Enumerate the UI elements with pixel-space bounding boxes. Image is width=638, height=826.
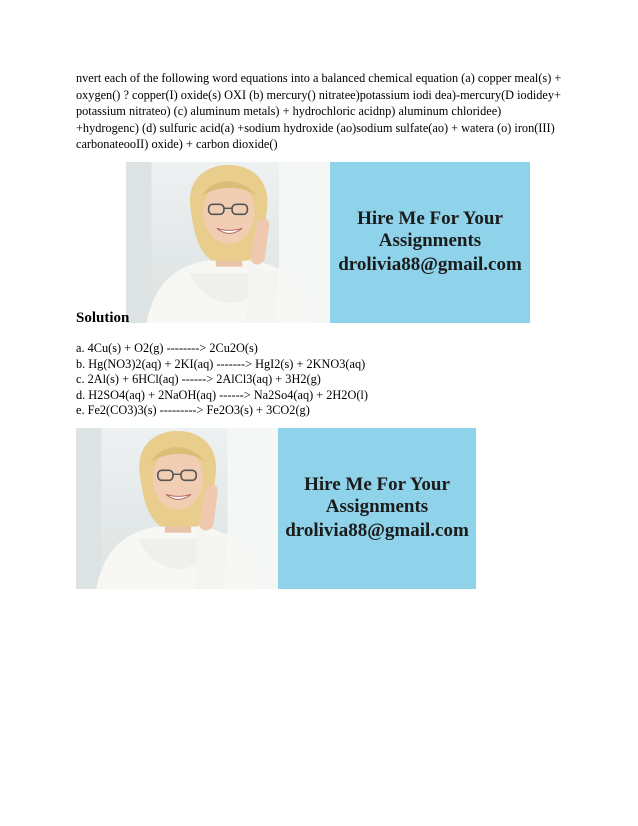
solution-item: e. Fe2(CO3)3(s) ---------> Fe2O3(s) + 3CO2(g) <box>76 403 310 417</box>
ad-email: drolivia88@gmail.com <box>338 254 522 275</box>
solution-item: b. Hg(NO3)2(aq) + 2KI(aq) -------> HgI2(s) + 2KNO3(aq) <box>76 356 366 371</box>
ad-text-panel <box>330 162 530 323</box>
photo-illustration-icon <box>76 428 278 589</box>
hire-me-banner <box>126 162 530 323</box>
photo-illustration-icon <box>126 162 330 323</box>
ad-text-panel <box>278 428 476 589</box>
solution-item: c. 2Al(s) + 6HCl(aq) ------> 2AlCl3(aq) + 3H2(g) <box>76 372 321 386</box>
woman-with-glasses-photo <box>126 162 330 323</box>
ad-subheadline: Assignments <box>325 496 429 517</box>
solution-item: a. 4Cu(s) + O2(g) --------> 2Cu2O(s) <box>76 341 258 355</box>
solution-item: d. H2SO4(aq) + 2NaOH(aq) ------> Na2So4(aq) + 2H2O(l) <box>76 387 368 402</box>
ad-headline: Hire Me For Your <box>357 208 503 229</box>
hire-me-banner <box>76 428 476 589</box>
ad-headline: Hire Me For Your <box>304 474 450 495</box>
solution-list <box>76 341 368 419</box>
ad-email: drolivia88@gmail.com <box>285 520 469 541</box>
woman-with-glasses-photo <box>76 428 278 589</box>
solution-heading: Solution <box>76 310 130 326</box>
ad-subheadline: Assignments <box>378 230 482 251</box>
question-text: nvert each of the following word equations into a balanced chemical equation (a) copper meal(s) + oxygen() ? copper(I) oxide(s) OXI (b) mercury() nitratee)potassium iodi dea)-mercury(D iodidey+ potassium nitrateo) (c) aluminum metals) + hydrochloric acidnp) aluminum chloridee) +hydrogenc) (d) sulfuric acid(a) +sodium hydroxide (ao)sodium sulfate(ao) + watera (o) iron(III) carbonateooII) oxide) + carbon dioxide() <box>76 71 562 151</box>
